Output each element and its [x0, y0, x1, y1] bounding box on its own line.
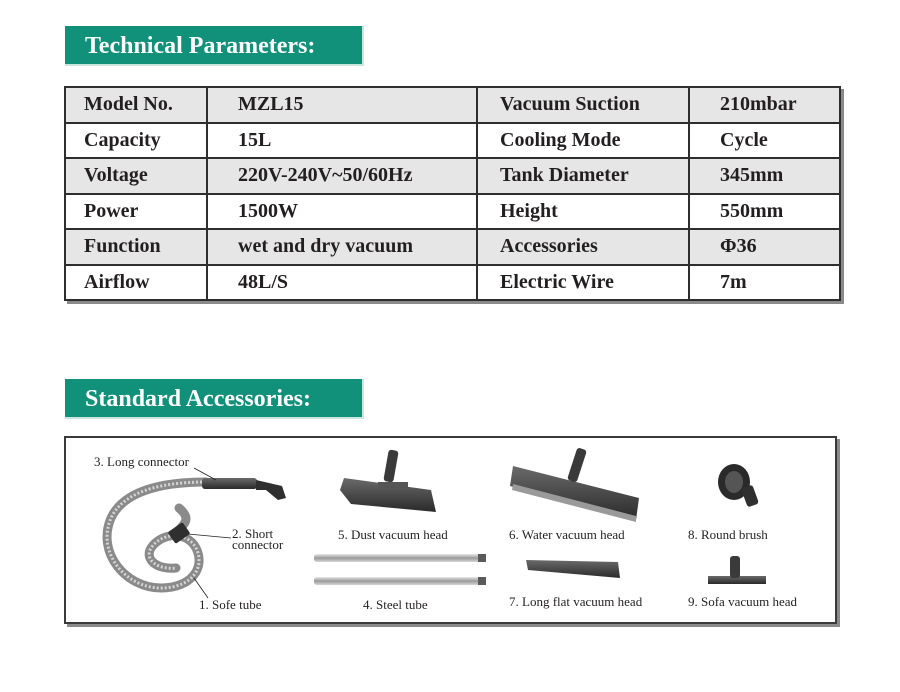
param-name: Model No. — [65, 87, 207, 123]
table-row — [65, 194, 840, 230]
dust-vacuum-head-image — [340, 449, 436, 512]
long-connector-label: 3. Long connector — [94, 454, 189, 469]
long-flat-vacuum-head-label: 7. Long flat vacuum head — [509, 594, 643, 609]
param-value: 15L — [207, 123, 477, 159]
short-connector-label — [232, 528, 283, 550]
table-row — [65, 229, 840, 265]
steel-tube-label: 4. Steel tube — [363, 597, 428, 612]
param-name: Accessories — [477, 229, 689, 265]
sofa-vacuum-head-label: 9. Sofa vacuum head — [688, 594, 798, 609]
short-connector-label-line1: 2. Short — [232, 526, 274, 541]
round-brush-image — [718, 464, 759, 507]
param-name: Vacuum Suction — [477, 87, 689, 123]
water-vacuum-head-label: 6. Water vacuum head — [509, 527, 625, 542]
param-value: 7m — [689, 265, 840, 301]
water-vacuum-head-image — [510, 447, 639, 522]
param-name: Function — [65, 229, 207, 265]
param-name: Airflow — [65, 265, 207, 301]
param-value: wet and dry vacuum — [207, 229, 477, 265]
round-brush-label: 8. Round brush — [688, 527, 768, 542]
accessories-panel — [64, 436, 837, 624]
technical-parameters-table — [64, 86, 841, 301]
param-name: Capacity — [65, 123, 207, 159]
technical-parameters-heading: Technical Parameters: — [65, 26, 364, 66]
param-name: Power — [65, 194, 207, 230]
param-value: 550mm — [689, 194, 840, 230]
param-value: Cycle — [689, 123, 840, 159]
table-row — [65, 87, 840, 123]
param-name: Voltage — [65, 158, 207, 194]
sofa-vacuum-head-image — [708, 556, 766, 584]
table-row — [65, 265, 840, 301]
param-value: 220V-240V~50/60Hz — [207, 158, 477, 194]
param-name: Cooling Mode — [477, 123, 689, 159]
param-value: 345mm — [689, 158, 840, 194]
long-connector-image — [202, 478, 286, 500]
short-connector-label-line2: connector — [232, 537, 284, 552]
param-value: 48L/S — [207, 265, 477, 301]
dust-vacuum-head-label: 5. Dust vacuum head — [338, 527, 448, 542]
param-value: 210mbar — [689, 87, 840, 123]
param-value: 1500W — [207, 194, 477, 230]
param-value: Φ36 — [689, 229, 840, 265]
standard-accessories-heading: Standard Accessories: — [65, 379, 364, 419]
table-row — [65, 158, 840, 194]
param-name: Height — [477, 194, 689, 230]
param-name: Electric Wire — [477, 265, 689, 301]
steel-tube-image — [314, 554, 486, 585]
table-row — [65, 123, 840, 159]
param-value: MZL15 — [207, 87, 477, 123]
sofe-tube-label: 1. Sofe tube — [199, 597, 262, 612]
long-flat-vacuum-head-image — [526, 560, 620, 578]
param-name: Tank Diameter — [477, 158, 689, 194]
hose-image — [107, 482, 206, 588]
